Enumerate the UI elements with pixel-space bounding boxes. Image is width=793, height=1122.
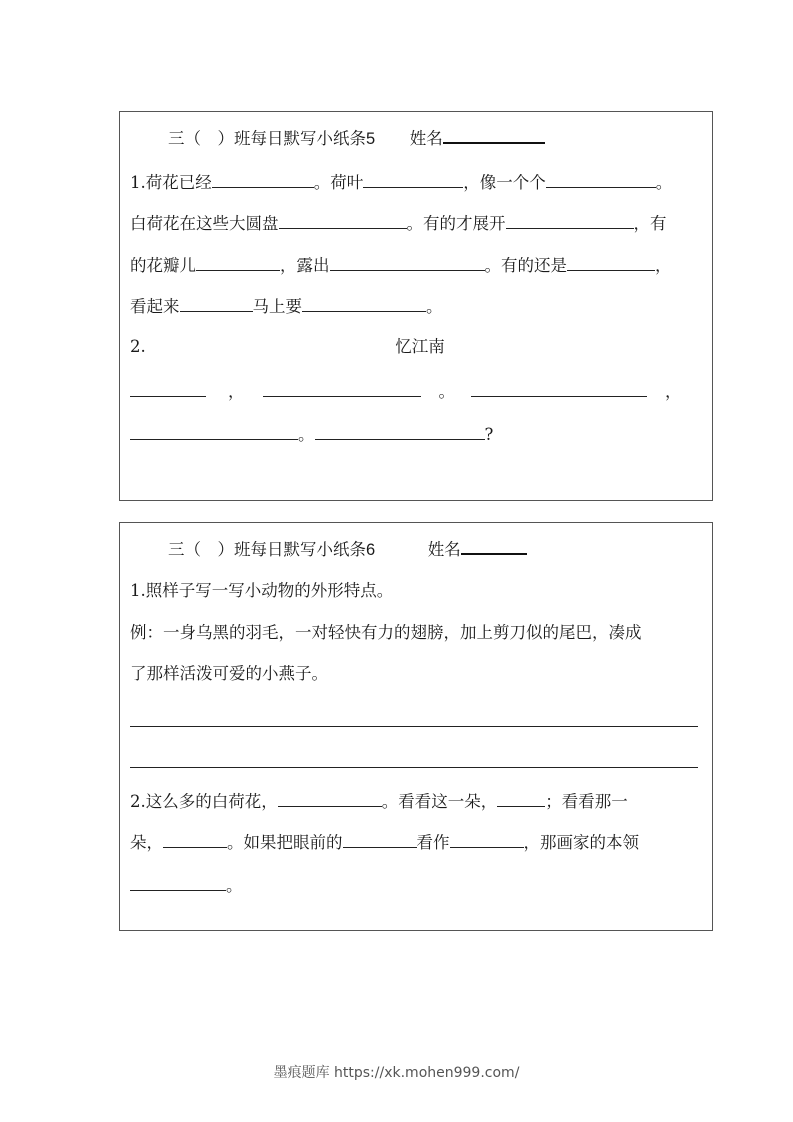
- punct: ?: [484, 425, 494, 444]
- text: 。有的还是: [484, 256, 567, 275]
- text: 的花瓣儿: [130, 256, 196, 275]
- text: 。荷叶: [313, 173, 364, 192]
- text: ，有: [633, 214, 667, 233]
- blank-field[interactable]: [130, 872, 226, 891]
- text: 。: [226, 876, 243, 895]
- q2-title-line: [130, 335, 702, 359]
- poem-line-1: [130, 378, 702, 402]
- text: 马上要: [252, 297, 302, 316]
- blank-field[interactable]: [450, 829, 524, 848]
- footer-watermark: 墨痕题库 https://xk.mohen999.com/: [273, 1065, 520, 1081]
- blank-field[interactable]: [363, 169, 463, 188]
- text: 2.这么多的白荷花，: [130, 792, 278, 811]
- slip-number: 5: [366, 130, 376, 148]
- q1-line-4: [130, 293, 702, 317]
- punct: ，: [228, 382, 245, 401]
- blank-field[interactable]: [180, 293, 253, 312]
- blank-field[interactable]: [279, 210, 407, 229]
- q1-line-2: [130, 210, 702, 234]
- blank-field[interactable]: [130, 421, 298, 440]
- name-label: 姓名: [409, 129, 443, 148]
- text: ，: [655, 256, 672, 275]
- text: ，露出: [280, 256, 330, 275]
- name-field[interactable]: [443, 126, 545, 144]
- blank-field[interactable]: [302, 293, 426, 312]
- punct: 。: [438, 382, 455, 401]
- example-line-1: 例：一身乌黑的羽毛，一对轻快有力的翅膀，加上剪刀似的尾巴，凑成: [130, 623, 642, 642]
- dictation-slip-6: [119, 522, 713, 931]
- blank-field[interactable]: [497, 788, 545, 807]
- text: 白荷花在这些大圆盘: [130, 214, 279, 233]
- text: 看作: [416, 833, 450, 852]
- q1-prompt: 1.照样子写一写小动物的外形特点。: [130, 581, 394, 600]
- blank-field[interactable]: [330, 252, 485, 271]
- slip-number: 6: [366, 541, 376, 559]
- example-line-2: 了那样活泼可爱的小燕子。: [130, 664, 328, 683]
- blank-field[interactable]: [263, 378, 421, 397]
- text: ，那画家的本领: [523, 833, 639, 852]
- q1-line-1: [130, 169, 702, 193]
- blank-field[interactable]: [315, 421, 485, 440]
- text: 。看看这一朵，: [381, 792, 498, 811]
- name-field[interactable]: [461, 537, 527, 555]
- blank-field[interactable]: [163, 829, 227, 848]
- slip-header: [168, 537, 702, 561]
- blank-field[interactable]: [212, 169, 314, 188]
- poem-line-2: [130, 421, 702, 445]
- blank-field[interactable]: [278, 788, 382, 807]
- text: 1.荷花已经: [130, 173, 212, 192]
- text: 。有的才展开: [406, 214, 506, 233]
- poem-title: 忆江南: [395, 337, 445, 356]
- blank-field[interactable]: [343, 829, 417, 848]
- blank-field[interactable]: [130, 378, 206, 397]
- dictation-slip-5: [119, 111, 713, 501]
- q2-line-2: [130, 829, 702, 853]
- q1-line-3: [130, 252, 702, 276]
- answer-line-1[interactable]: [130, 725, 698, 727]
- name-label: 姓名: [427, 540, 461, 559]
- question-number: 2.: [130, 337, 146, 356]
- text: ；看看那一: [545, 792, 628, 811]
- text: 。: [426, 297, 443, 316]
- blank-field[interactable]: [567, 252, 655, 271]
- blank-field[interactable]: [506, 210, 634, 229]
- text: 。: [655, 173, 673, 192]
- slip-header: [168, 126, 702, 150]
- text: 。如果把眼前的: [227, 833, 343, 852]
- text: 朵，: [130, 833, 163, 852]
- blank-field[interactable]: [196, 252, 280, 271]
- class-label: 三（ ）班每日默写小纸条: [168, 540, 366, 559]
- answer-line-2[interactable]: [130, 766, 698, 768]
- q2-line-1: [130, 788, 702, 812]
- class-label: 三（ ）班每日默写小纸条: [168, 129, 366, 148]
- punct: ，: [665, 382, 682, 401]
- text: ，像一个个: [463, 173, 546, 192]
- blank-field[interactable]: [546, 169, 656, 188]
- text: 看起来: [130, 297, 180, 316]
- q2-line-3: [130, 872, 702, 896]
- blank-field[interactable]: [471, 378, 647, 397]
- punct: 。: [298, 425, 315, 444]
